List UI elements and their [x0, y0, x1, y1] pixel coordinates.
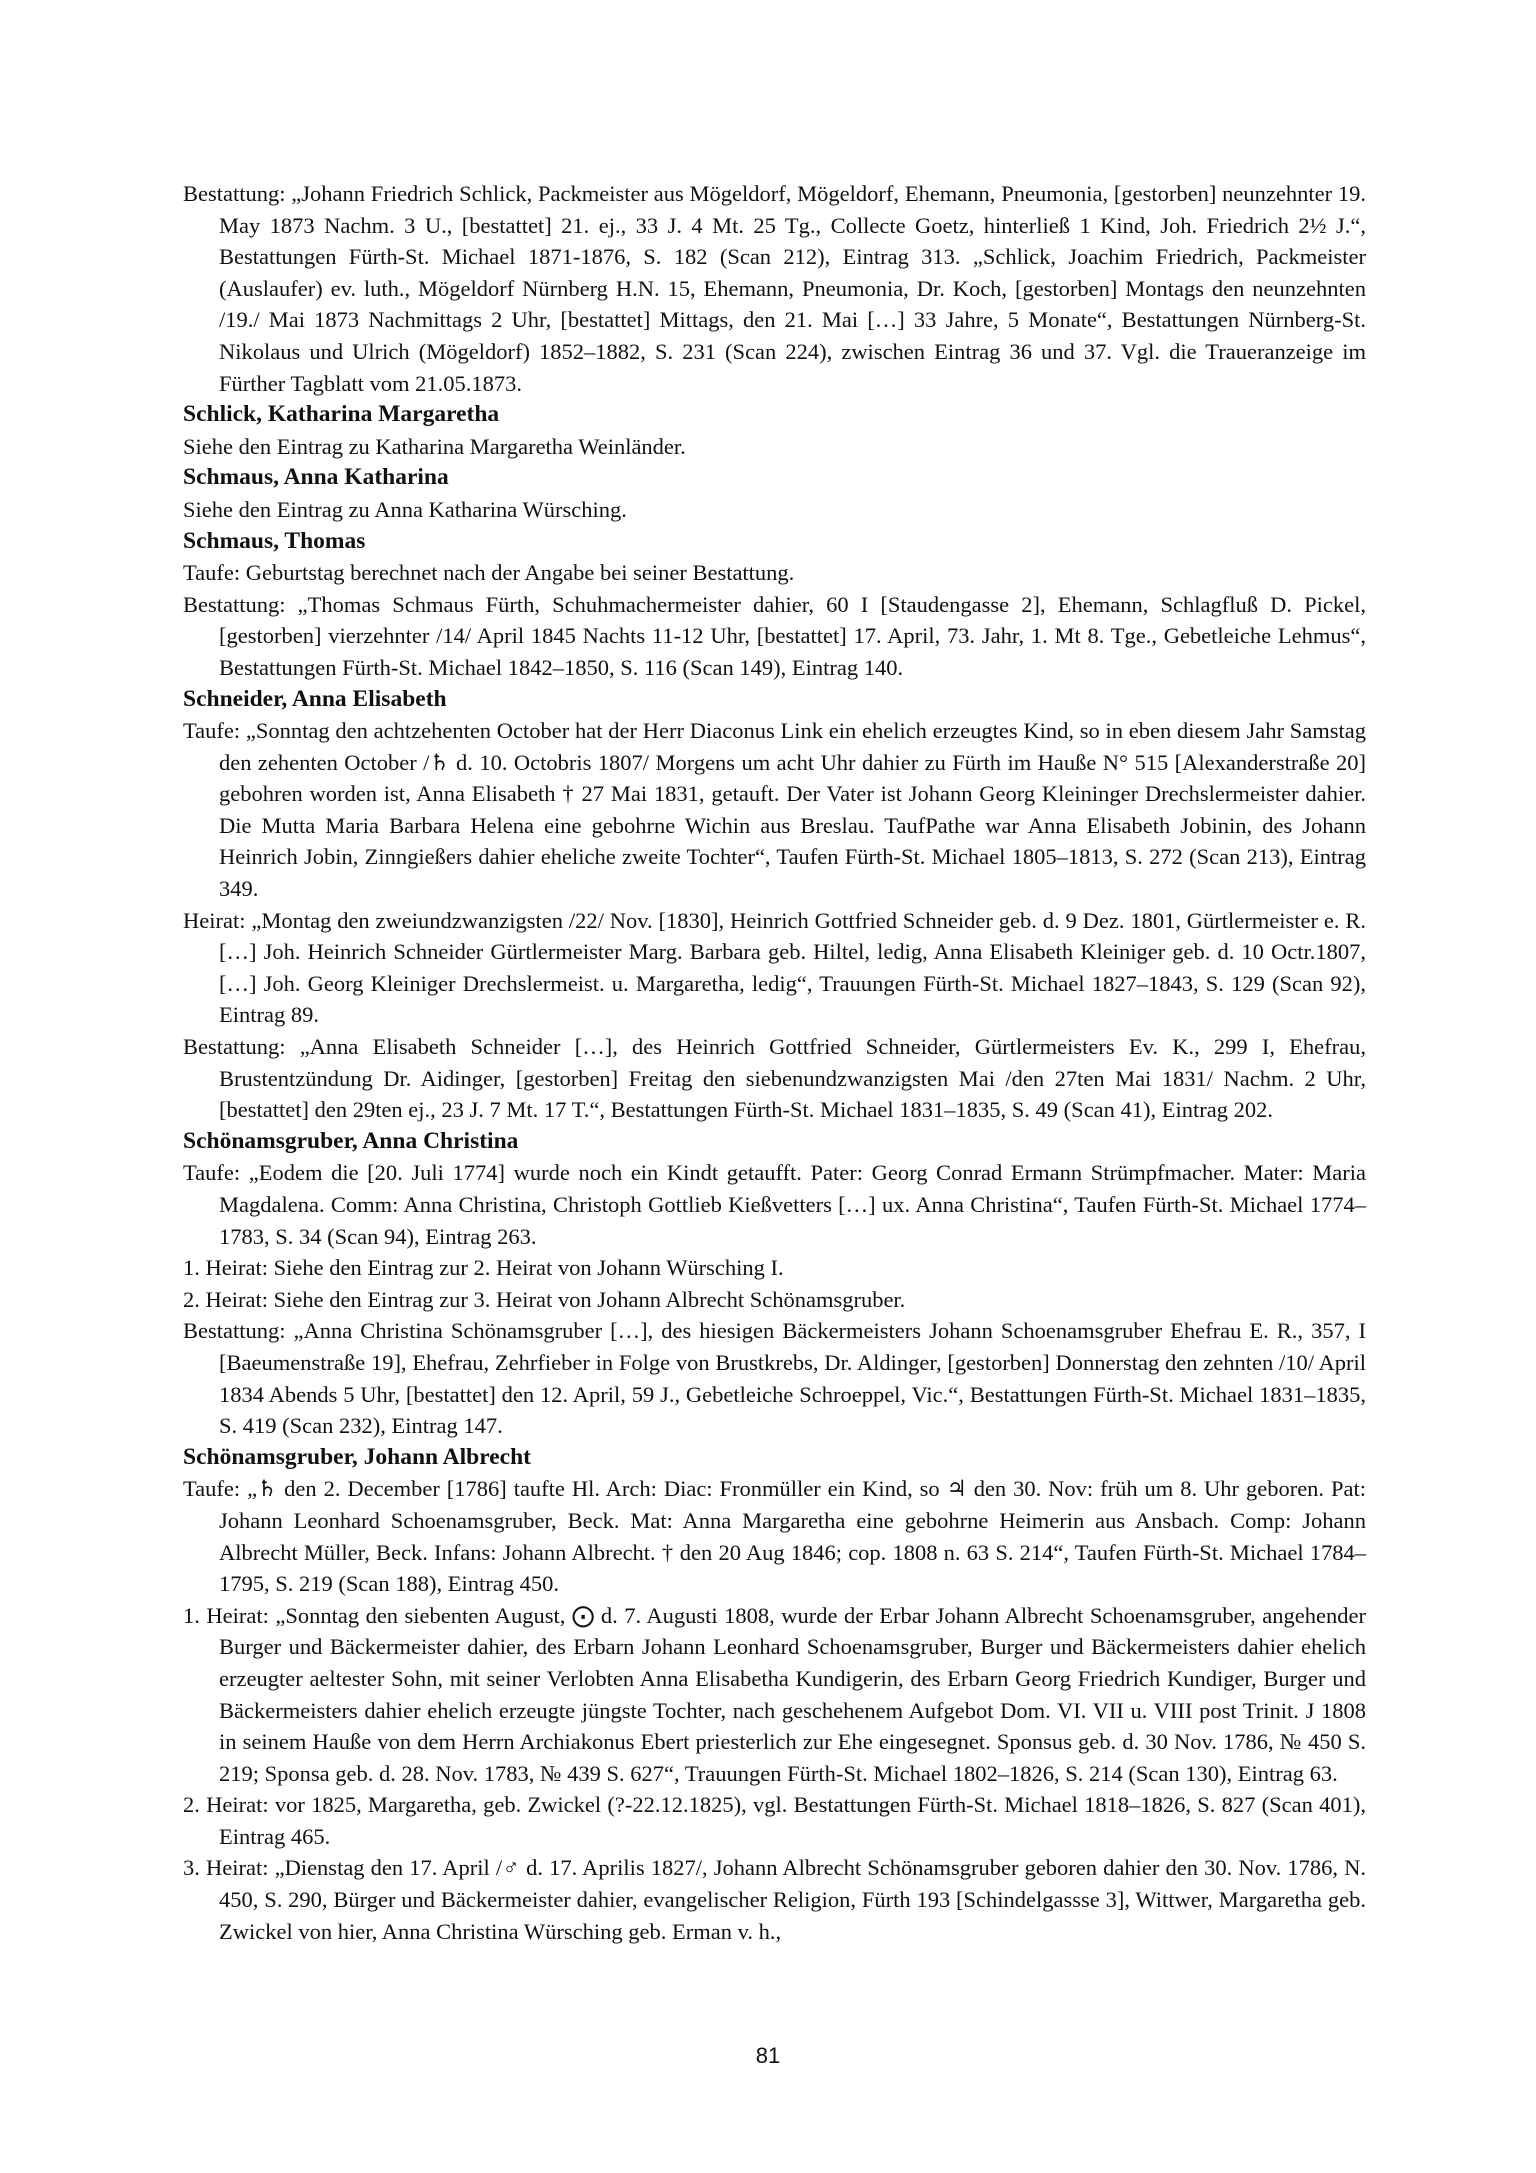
- entry-burial-schlick-johann-friedrich: Bestattung: „Johann Friedrich Schlick, Packmeister aus Mögeldorf, Mögeldorf, Ehemann, Pneumonia, [gestorben] neunzehnter 19. May 1873 Nachm. 3 U., [bestattet] 21. ej., 33 J. 4 Mt. 25 Tg., Collecte Goetz, hinterließ 1 Kind, Joh. Friedrich 2½ J.“, Bestattungen Fürth-St. Michael 1871-1876, S. 182 (Scan 212), Eintrag 313. „Schlick, Joachim Friedrich, Packmeister (Auslaufer) ev. luth., Mögeldorf Nürnberg H.N. 15, Ehemann, Pneumonia, Dr. Koch, [gestorben] Montags den neunzehnten /19./ Mai 1873 Nachmittags 2 Uhr, [bestattet] Mittags, den 21. Mai […] 33 Jahre, 5 Monate“, Bestattungen Nürnberg-St. Nikolaus und Ulrich (Mögeldorf) 1852–1882, S. 231 (Scan 224), zwischen Eintrag 36 und 37. Vgl. die Traueranzeige im Fürther Tagblatt vom 21.05.1873.: [183, 181, 1366, 396]
- entry-marriage-1: 1. Heirat: „Sonntag den siebenten August, ⨀ d. 7. Augusti 1808, wurde der Erbar Johann Albrecht Schoenamsgruber, angehender Burger und Bäckermeister dahier, des Erbarn Johann Leonhard Schoenamsgruber, Burger und Bäckermeisters dahier ehelich erzeugter aeltester Sohn, mit seiner Verlobten Anna Elisabetha Kundigerin, des Erbarn Georg Friedrich Kundiger, Burger und Bäckermeisters dahier ehelich erzeugte jüngste Tochter, nach geschehenem Aufgebot Dom. VI. VII u. VIII post Trinit. J 1808 in seinem Hauße von dem Herrn Archiakonus Ebert priesterlich zur Ehe eingesegnet. Sponsus geb. d. 30 Nov. 1786, № 450 S. 219; Sponsa geb. d. 28. Nov. 1783, № 439 S. 627“, Trauungen Fürth-St. Michael 1802–1826, S. 214 (Scan 130), Eintrag 63.: [183, 1602, 1366, 1786]
- entry-baptism: Taufe: „Eodem die [20. Juli 1774] wurde noch ein Kindt getaufft. Pater: Georg Conrad Ermann Strümpfmacher. Mater: Maria Magdalena. Comm: Anna Christina, Christoph Gottlieb Kießvetters […] ux. Anna Christina“, Taufen Fürth-St. Michael 1774–1783, S. 34 (Scan 94), Eintrag 263.: [183, 1160, 1366, 1249]
- entry-marriage-2: 2. Heirat: Siehe den Eintrag zur 3. Heirat von Johann Albrecht Schönamsgruber.: [183, 1286, 906, 1312]
- page-body: [183, 178, 1366, 1947]
- heading-schlick-katharina-margaretha: Schlick, Katharina Margaretha: [183, 401, 500, 428]
- heading-schneider-anna-elisabeth: Schneider, Anna Elisabeth: [183, 685, 447, 712]
- entry-baptism: Taufe: „Sonntag den achtzehenten October hat der Herr Diaconus Link ein ehelich erzeugtes Kind, so in eben diesem Jahr Samstag den zehenten October /♄ d. 10. Octobris 1807/ Morgens um acht Uhr dahier zu Fürth im Hauße N° 515 [Alexanderstraße 20] gebohren worden ist, Anna Elisabeth † 27 Mai 1831, getauft. Der Vater ist Johann Georg Kleininger Drechslermeister dahier. Die Mutta Maria Barbara Helena eine gebohrne Wichin aus Breslau. TaufPathe war Anna Elisabeth Jobinin, des Johann Heinrich Jobin, Zinngießers dahier eheliche zweite Tochter“, Taufen Fürth-St. Michael 1805–1813, S. 272 (Scan 213), Eintrag 349.: [183, 718, 1366, 902]
- entry-baptism: Taufe: Geburtstag berechnet nach der Angabe bei seiner Bestattung.: [183, 560, 795, 586]
- entry-burial: Bestattung: „Anna Elisabeth Schneider […], des Heinrich Gottfried Schneider, Gürtlermeisters Ev. K., 299 I, Ehefrau, Brustentzündung Dr. Aidinger, [gestorben] Freitag den siebenundzwanzigsten Mai /den 27ten Mai 1831/ Nachm. 2 Uhr, [bestattet] den 29ten ej., 23 J. 7 Mt. 17 T.“, Bestattungen Fürth-St. Michael 1831–1835, S. 49 (Scan 41), Eintrag 202.: [183, 1034, 1366, 1123]
- entry-marriage-3: 3. Heirat: „Dienstag den 17. April /♂ d. 17. Aprilis 1827/, Johann Albrecht Schönamsgruber geboren dahier den 30. Nov. 1786, N. 450, S. 290, Bürger und Bäckermeister dahier, evangelischer Religion, Fürth 193 [Schindelgassse 3], Wittwer, Margaretha geb. Zwickel von hier, Anna Christina Würsching geb. Erman v. h.,: [183, 1855, 1366, 1944]
- entry-burial: Bestattung: „Anna Christina Schönamsgruber […], des hiesigen Bäckermeisters Johann Schoenamsgruber Ehefrau E. R., 357, I [Baeumenstraße 19], Ehefrau, Zehrfieber in Folge von Brustkrebs, Dr. Aldinger, [gestorben] Donnerstag den zehnten /10/ April 1834 Abends 5 Uhr, [bestattet] den 12. April, 59 J., Gebetleiche Schroeppel, Vic.“, Bestattungen Fürth-St. Michael 1831–1835, S. 419 (Scan 232), Eintrag 147.: [183, 1318, 1366, 1439]
- entry-marriage-1: 1. Heirat: Siehe den Eintrag zur 2. Heirat von Johann Würsching I.: [183, 1255, 784, 1281]
- reference-note: Siehe den Eintrag zu Katharina Margaretha Weinländer.: [183, 433, 686, 459]
- entry-baptism: Taufe: „♄ den 2. December [1786] taufte Hl. Arch: Diac: Fronmüller ein Kind, so ♃ den 30. Nov: früh um 8. Uhr geboren. Pat: Johann Leonhard Schoenamsgruber, Beck. Mat: Anna Margaretha eine gebohrne Heimerin aus Ansbach. Comp: Johann Albrecht Müller, Beck. Infans: Johann Albrecht. † den 20 Aug 1846; cop. 1808 n. 63 S. 214“, Taufen Fürth-St. Michael 1784–1795, S. 219 (Scan 188), Eintrag 450.: [183, 1476, 1366, 1597]
- reference-note: Siehe den Eintrag zu Anna Katharina Würsching.: [183, 496, 627, 522]
- heading-schmaus-thomas: Schmaus, Thomas: [183, 527, 366, 554]
- heading-schoenamsgruber-anna-christina: Schönamsgruber, Anna Christina: [183, 1127, 519, 1154]
- entry-marriage-2: 2. Heirat: vor 1825, Margaretha, geb. Zwickel (?-22.12.1825), vgl. Bestattungen Fürth-St. Michael 1818–1826, S. 827 (Scan 401), Eintrag 465.: [183, 1792, 1366, 1849]
- entry-marriage: Heirat: „Montag den zweiundzwanzigsten /22/ Nov. [1830], Heinrich Gottfried Schneider geb. d. 9 Dez. 1801, Gürtlermeister e. R. […] Joh. Heinrich Schneider Gürtlermeister Marg. Barbara geb. Hiltel, ledig, Anna Elisabeth Kleiniger geb. d. 10 Octr.1807, […] Joh. Georg Kleiniger Drechslermeist. u. Margaretha, ledig“, Trauungen Fürth-St. Michael 1827–1843, S. 129 (Scan 92), Eintrag 89.: [183, 907, 1366, 1028]
- page-number: 81: [755, 2043, 781, 2068]
- heading-schoenamsgruber-johann-albrecht: Schönamsgruber, Johann Albrecht: [183, 1443, 532, 1470]
- entry-burial: Bestattung: „Thomas Schmaus Fürth, Schuhmachermeister dahier, 60 I [Staudengasse 2], Ehemann, Schlagfluß D. Pickel, [gestorben] vierzehnter /14/ April 1845 Nachts 11-12 Uhr, [bestattet] 17. April, 73. Jahr, 1. Mt 8. Tge., Gebetleiche Lehmus“, Bestattungen Fürth-St. Michael 1842–1850, S. 116 (Scan 149), Eintrag 140.: [183, 591, 1366, 680]
- heading-schmaus-anna-katharina: Schmaus, Anna Katharina: [183, 464, 449, 491]
